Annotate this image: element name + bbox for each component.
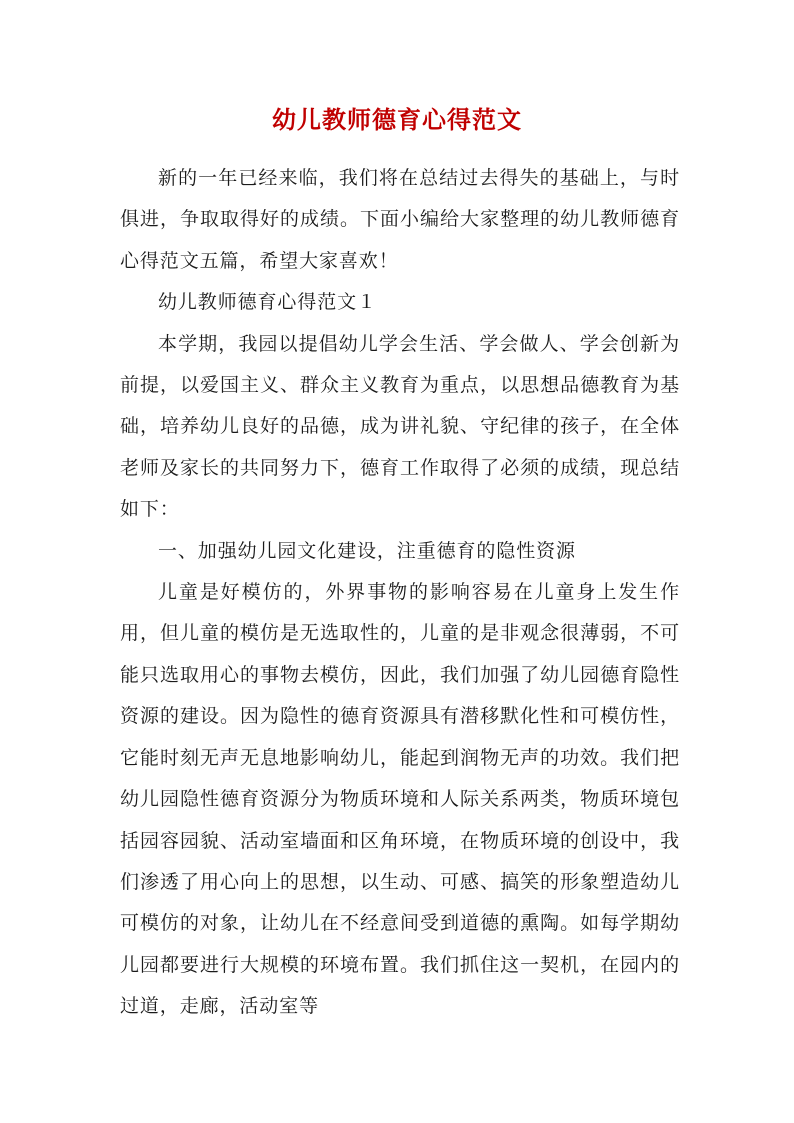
body-paragraph: 本学期，我园以提倡幼儿学会生活、学会做人、学会创新为前提，以爱国主义、群众主义教育为重点，以思想品德教育为基础，培养幼儿良好的品德，成为讲礼貌、守纪律的孩子，在全体老师及家长的共同努力下，德育工作取得了必须的成绩，现总结如下： <box>120 332 680 521</box>
body-paragraph: 儿童是好模仿的，外界事物的影响容易在儿童身上发生作用，但儿童的模仿是无选取性的，儿童的是非观念很薄弱，不可能只选取用心的事物去模仿，因此，我们加强了幼儿园德育隐性资源的建设。因为隐性的德育资源具有潜移默化性和可模仿性，它能时刻无声无息地影响幼儿，能起到润物无声的功效。我们把幼儿园隐性德育资源分为物质环境和人际关系两类，物质环境包括园容园貌、活动室墙面和区角环境，在物质环境的创设中，我们渗透了用心向上的思想，以生动、可感、搞笑的形象塑造幼儿可模仿的对象，让幼儿在不经意间受到道德的熏陶。如每学期幼儿园都要进行大规模的环境布置。我们抓住这一契机，在园内的过道，走廊，活动室等 <box>120 581 680 1018</box>
document-title: 幼儿教师德育心得范文 <box>272 105 522 134</box>
intro-paragraph: 新的一年已经来临，我们将在总结过去得失的基础上，与时俱进，争取取得好的成绩。下面小编给大家整理的幼儿教师德育心得范文五篇，希望大家喜欢！ <box>120 167 680 272</box>
document-body <box>120 158 680 1028</box>
subsection-heading-1: 一、加强幼儿园文化建设，注重德育的隐性资源 <box>158 539 576 562</box>
section-heading-1: 幼儿教师德育心得范文１ <box>158 291 377 314</box>
